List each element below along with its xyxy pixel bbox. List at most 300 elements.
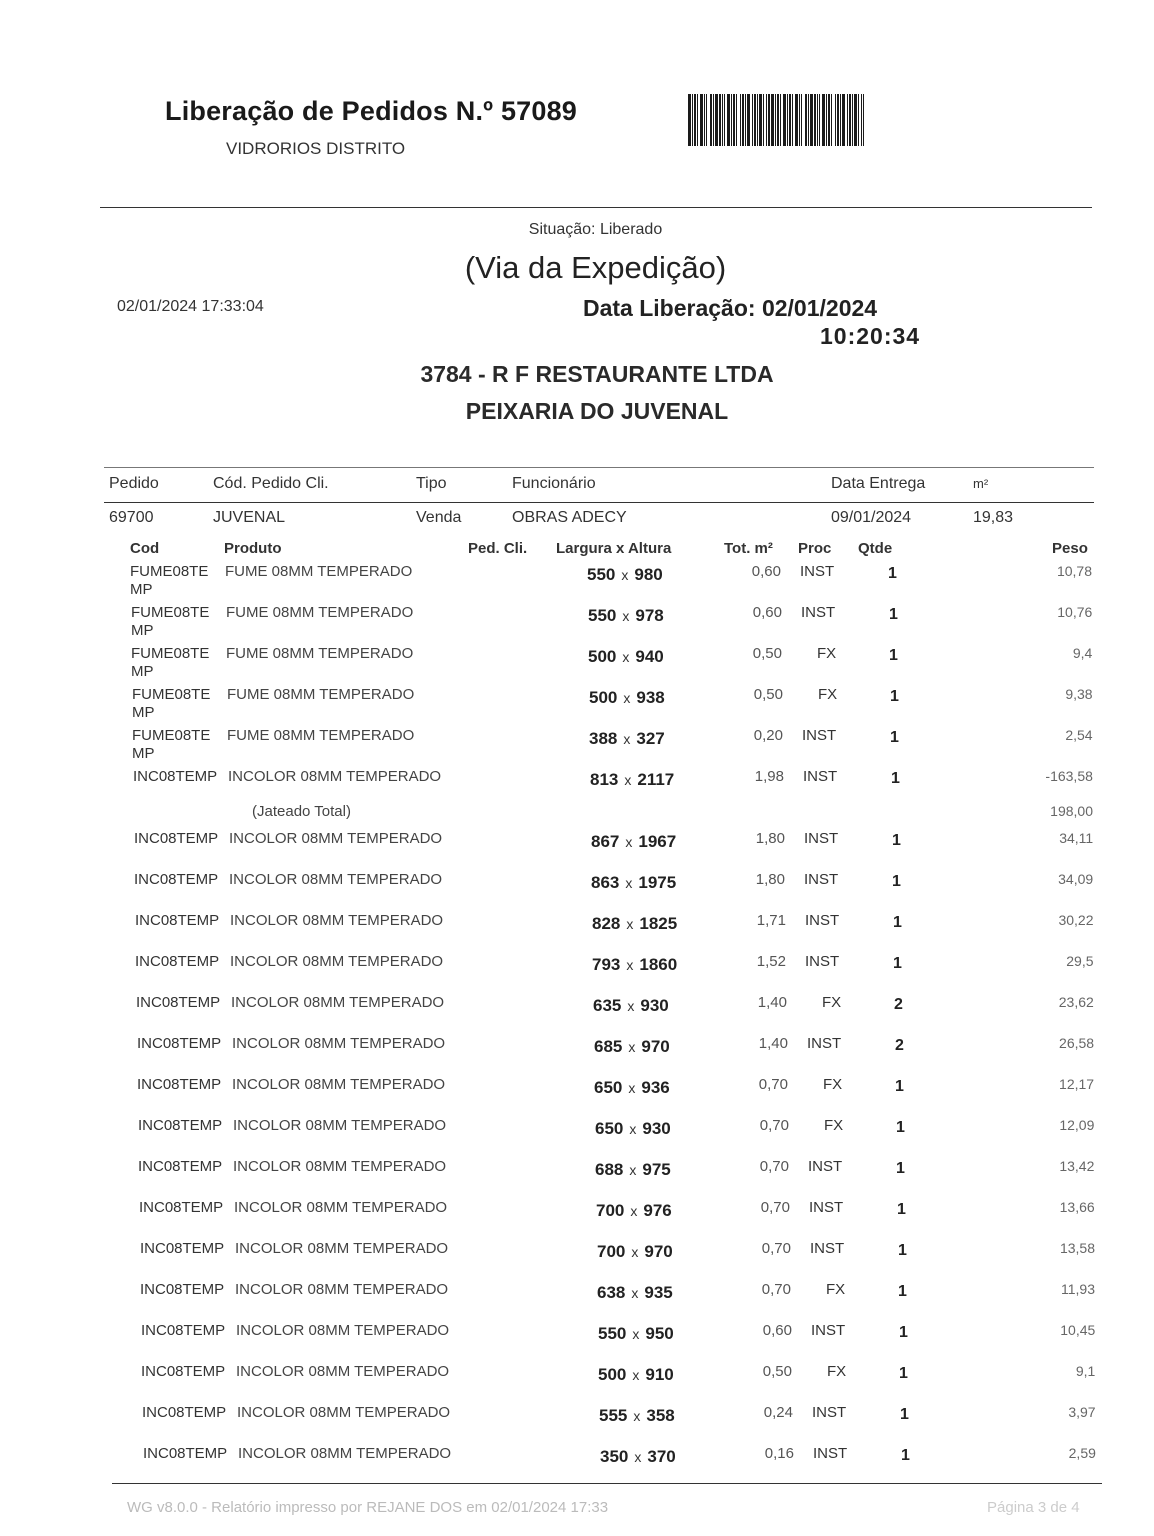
item-peso: 13,42 (1059, 1158, 1095, 1174)
footer-printed-by: WG v8.0.0 - Relatório impresso por REJANE DOS em 02/01/2024 17:33 (127, 1499, 609, 1516)
item-tot-m2: 1,98 (754, 768, 784, 785)
barcode-bar (817, 94, 818, 146)
item-largura: 500 (598, 1365, 627, 1384)
item-altura: 2117 (637, 770, 675, 789)
barcode-bar (783, 94, 786, 146)
item-proc: INST (813, 1445, 848, 1462)
item-proc: INST (801, 604, 836, 621)
item-largura: 500 (589, 688, 618, 707)
times-symbol: x (626, 957, 634, 973)
items-header-ped-cli: Ped. Cli. (468, 540, 528, 557)
item-dimensions (588, 647, 708, 667)
item-produto: INCOLOR 08MM TEMPERADO (232, 1076, 446, 1093)
item-altura: 936 (641, 1078, 670, 1097)
item-proc: FX (817, 645, 837, 662)
item-largura: 685 (594, 1037, 623, 1056)
item-tot-m2: 0,50 (762, 1363, 792, 1380)
item-altura: 976 (643, 1201, 672, 1220)
barcode-bar (757, 94, 758, 146)
item-qtde: 1 (899, 1365, 908, 1382)
item-tot-m2: 0,60 (751, 563, 781, 580)
item-proc: INST (805, 953, 840, 970)
barcode-bar (810, 94, 813, 146)
item-dimensions (594, 1078, 714, 1098)
item-largura: 688 (595, 1160, 624, 1179)
item-altura: 1825 (639, 914, 678, 933)
item-peso: 2,59 (1068, 1445, 1096, 1461)
barcode-bar (835, 94, 836, 146)
barcode-bar (704, 94, 705, 146)
barcode-bar (840, 94, 841, 146)
barcode-bar (747, 94, 750, 146)
item-produto: INCOLOR 08MM TEMPERADO (236, 1322, 450, 1339)
barcode-bar (722, 94, 723, 146)
item-produto: FUME 08MM TEMPERADO (226, 645, 414, 662)
items-header-largura-altura: Largura x Altura (556, 540, 672, 557)
barcode-bar (736, 94, 737, 146)
item-altura: 327 (636, 729, 665, 748)
page-number: Página 3 de 4 (987, 1499, 1080, 1516)
item-qtde: 1 (892, 873, 901, 890)
table-row (0, 1158, 1154, 1199)
item-peso: 3,97 (1068, 1404, 1096, 1420)
table-row (0, 1322, 1154, 1363)
order-value-data-entrega: 09/01/2024 (831, 509, 912, 526)
item-tot-m2: 0,50 (752, 645, 782, 662)
item-tot-m2: 1,52 (756, 953, 786, 970)
item-produto: INCOLOR 08MM TEMPERADO (231, 994, 445, 1011)
item-largura: 550 (598, 1324, 627, 1343)
item-note-peso: 198,00 (1050, 803, 1093, 819)
item-largura: 867 (591, 832, 620, 851)
order-value-cod-pedido-cli: JUVENAL (213, 509, 286, 526)
order-value-m2: 19,83 (973, 509, 1014, 526)
item-tot-m2: 0,70 (761, 1281, 791, 1298)
item-largura: 635 (593, 996, 622, 1015)
item-largura: 700 (597, 1242, 626, 1261)
barcode-bar (752, 94, 753, 146)
times-symbol: x (625, 834, 633, 850)
times-symbol: x (623, 731, 631, 747)
item-produto: INCOLOR 08MM TEMPERADO (233, 1117, 447, 1134)
item-tot-m2: 0,20 (753, 727, 783, 744)
report-title: Liberação de Pedidos N.º 57089 (165, 96, 578, 126)
item-qtde: 1 (890, 729, 899, 746)
item-tot-m2: 0,16 (764, 1445, 794, 1462)
item-qtde: 1 (900, 1406, 909, 1423)
item-proc: INST (810, 1240, 845, 1257)
items-header-proc: Proc (798, 540, 832, 557)
item-peso: 9,38 (1065, 686, 1093, 702)
item-proc: INST (800, 563, 835, 580)
item-cod: FUME08TEMP (132, 686, 211, 721)
item-produto: INCOLOR 08MM TEMPERADO (228, 768, 442, 785)
item-peso: 30,22 (1058, 912, 1094, 928)
times-symbol: x (625, 875, 633, 891)
item-altura: 950 (645, 1324, 674, 1343)
order-header-m2: m² (973, 476, 989, 491)
item-produto: INCOLOR 08MM TEMPERADO (235, 1281, 449, 1298)
table-row (0, 604, 1154, 645)
barcode-bar (768, 94, 770, 146)
times-symbol: x (631, 1285, 639, 1301)
item-proc: INST (812, 1404, 847, 1421)
item-peso: 11,93 (1061, 1281, 1095, 1297)
barcode-icon (688, 94, 864, 146)
times-symbol: x (632, 1326, 640, 1342)
item-cod: FUME08TEMP (131, 645, 210, 680)
release-date-value: 02/01/2024 (761, 295, 878, 321)
item-proc: INST (808, 1158, 843, 1175)
barcode-bar (822, 94, 825, 146)
item-cod: INC08TEMP (137, 1076, 222, 1093)
barcode-bar (787, 94, 788, 146)
item-proc: FX (818, 686, 838, 703)
item-tot-m2: 1,71 (756, 912, 786, 929)
barcode-bar (763, 94, 764, 146)
table-row-note (0, 803, 1154, 829)
barcode-bar (713, 94, 714, 146)
item-produto: FUME 08MM TEMPERADO (226, 604, 414, 621)
item-cod: INC08TEMP (140, 1281, 225, 1298)
times-symbol: x (631, 1244, 639, 1260)
item-cod: INC08TEMP (137, 1035, 222, 1052)
times-symbol: x (629, 1162, 637, 1178)
printed-datetime: 02/01/2024 17:33:04 (117, 298, 264, 315)
order-header-funcionario: Funcionário (512, 475, 596, 492)
client-trade-name: PEIXARIA DO JUVENAL (465, 398, 729, 424)
item-dimensions (598, 1365, 718, 1385)
item-altura: 978 (635, 606, 664, 625)
item-largura: 350 (600, 1447, 629, 1466)
items-header-produto: Produto (224, 540, 282, 557)
barcode-bar (692, 94, 693, 146)
barcode-bar (771, 94, 774, 146)
item-cod: INC08TEMP (135, 912, 220, 929)
table-row (0, 1240, 1154, 1281)
order-value-tipo: Venda (416, 509, 462, 526)
item-peso: 12,17 (1059, 1076, 1095, 1092)
table-row (0, 727, 1154, 768)
item-proc: INST (804, 871, 839, 888)
item-cod: INC08TEMP (138, 1158, 223, 1175)
item-tot-m2: 0,60 (762, 1322, 792, 1339)
item-altura: 1975 (638, 873, 677, 892)
item-dimensions (595, 1160, 715, 1180)
times-symbol: x (633, 1408, 641, 1424)
item-dimensions (595, 1119, 715, 1139)
item-proc: INST (802, 727, 837, 744)
item-largura: 638 (597, 1283, 626, 1302)
item-tot-m2: 0,70 (758, 1076, 788, 1093)
item-dimensions (587, 565, 707, 585)
item-largura: 388 (589, 729, 618, 748)
item-produto: INCOLOR 08MM TEMPERADO (230, 912, 444, 929)
times-symbol: x (632, 1367, 640, 1383)
table-row (0, 1445, 1154, 1486)
table-row (0, 953, 1154, 994)
copy-type: (Via da Expedição) (464, 250, 727, 285)
barcode-bar (847, 94, 848, 146)
item-peso: 34,11 (1059, 830, 1094, 846)
barcode-bar (828, 94, 830, 146)
item-cod: INC08TEMP (135, 953, 220, 970)
item-altura: 910 (645, 1365, 674, 1384)
barcode-bar (766, 94, 767, 146)
release-time: 10:20:34 (820, 323, 921, 349)
item-produto: INCOLOR 08MM TEMPERADO (236, 1363, 450, 1380)
item-proc: INST (803, 768, 838, 785)
item-largura: 650 (594, 1078, 623, 1097)
item-tot-m2: 1,80 (755, 871, 785, 888)
barcode-bar (819, 94, 820, 146)
barcode-bar (808, 94, 809, 146)
items-header-qtde: Qtde (858, 540, 893, 557)
times-symbol: x (622, 608, 630, 624)
item-largura: 555 (599, 1406, 628, 1425)
item-largura: 550 (588, 606, 617, 625)
item-cod: INC08TEMP (134, 830, 219, 847)
item-produto: INCOLOR 08MM TEMPERADO (234, 1199, 448, 1216)
item-proc: FX (822, 994, 842, 1011)
item-largura: 863 (591, 873, 620, 892)
item-produto: INCOLOR 08MM TEMPERADO (235, 1240, 449, 1257)
item-produto: FUME 08MM TEMPERADO (227, 686, 415, 703)
barcode-bar (745, 94, 746, 146)
item-largura: 813 (590, 770, 619, 789)
item-proc: FX (827, 1363, 847, 1380)
item-tot-m2: 0,50 (753, 686, 783, 703)
item-produto: INCOLOR 08MM TEMPERADO (229, 871, 443, 888)
item-dimensions (591, 832, 711, 852)
times-symbol: x (621, 567, 629, 583)
item-proc: FX (824, 1117, 844, 1134)
barcode-bar (775, 94, 776, 146)
item-cod: FUME08TEMP (130, 563, 209, 598)
item-tot-m2: 1,40 (757, 994, 787, 1011)
item-altura: 938 (636, 688, 665, 707)
order-header-tipo: Tipo (416, 475, 447, 492)
table-row (0, 994, 1154, 1035)
barcode-bar (837, 94, 839, 146)
item-dimensions (597, 1242, 717, 1262)
item-qtde: 1 (890, 688, 899, 705)
item-tot-m2: 0,24 (763, 1404, 793, 1421)
item-largura: 828 (592, 914, 621, 933)
table-row (0, 1281, 1154, 1322)
barcode-bar (799, 94, 800, 146)
order-header-top-line (104, 467, 1094, 468)
item-proc: INST (809, 1199, 844, 1216)
item-tot-m2: 0,70 (760, 1199, 790, 1216)
barcode-bar (727, 94, 730, 146)
order-header-cod-pedido-cli: Cód. Pedido Cli. (213, 475, 329, 492)
item-altura: 940 (635, 647, 664, 666)
table-row (0, 830, 1154, 871)
item-peso: 10,76 (1057, 604, 1093, 620)
item-peso: 29,5 (1066, 953, 1094, 969)
item-cod: FUME08TEMP (131, 604, 210, 639)
barcode-bar (805, 94, 807, 146)
table-row (0, 645, 1154, 686)
item-qtde: 1 (891, 770, 900, 787)
release-date (583, 295, 877, 322)
item-cod: INC08TEMP (134, 871, 219, 888)
item-peso: 23,62 (1058, 994, 1094, 1010)
times-symbol: x (626, 916, 634, 932)
barcode-bar (740, 94, 741, 146)
item-peso: 12,09 (1059, 1117, 1095, 1133)
item-proc: INST (811, 1322, 846, 1339)
item-proc: INST (804, 830, 839, 847)
item-cod: INC08TEMP (141, 1322, 226, 1339)
item-tot-m2: 0,60 (752, 604, 782, 621)
footer-divider (112, 1483, 1102, 1484)
item-altura: 975 (642, 1160, 671, 1179)
item-cod: INC08TEMP (136, 994, 221, 1011)
item-altura: 370 (647, 1447, 676, 1466)
times-symbol: x (630, 1203, 638, 1219)
item-largura: 650 (595, 1119, 624, 1138)
item-altura: 1967 (638, 832, 677, 851)
item-dimensions (588, 606, 708, 626)
item-proc: FX (826, 1281, 846, 1298)
barcode-bar (688, 94, 691, 146)
item-largura: 500 (588, 647, 617, 666)
item-dimensions (591, 873, 711, 893)
item-altura: 1860 (639, 955, 678, 974)
order-header-data-entrega: Data Entrega (831, 475, 926, 492)
times-symbol: x (623, 690, 631, 706)
barcode-bar (795, 94, 798, 146)
times-symbol: x (628, 1080, 636, 1096)
barcode-bar (780, 94, 781, 146)
item-qtde: 1 (893, 955, 902, 972)
item-qtde: 1 (889, 647, 898, 664)
barcode-bar (719, 94, 721, 146)
times-symbol: x (624, 772, 632, 788)
order-value-funcionario: OBRAS ADECY (512, 509, 627, 526)
item-produto: INCOLOR 08MM TEMPERADO (230, 953, 444, 970)
item-qtde: 2 (894, 996, 903, 1013)
barcode-bar (831, 94, 832, 146)
item-cod: INC08TEMP (140, 1240, 225, 1257)
table-row (0, 1404, 1154, 1445)
barcode-bar (759, 94, 762, 146)
barcode-bar (754, 94, 756, 146)
item-dimensions (593, 996, 713, 1016)
item-dimensions (600, 1447, 720, 1467)
status-text: Situação: Liberado (528, 221, 663, 238)
barcode-bar (814, 94, 816, 146)
item-tot-m2: 0,70 (761, 1240, 791, 1257)
table-row (0, 1076, 1154, 1117)
barcode-bar (842, 94, 845, 146)
barcode-bar (706, 94, 707, 146)
item-qtde: 1 (889, 606, 898, 623)
barcode-bar (777, 94, 779, 146)
barcode-bar (742, 94, 744, 146)
item-qtde: 1 (895, 1078, 904, 1095)
item-altura: 930 (642, 1119, 671, 1138)
item-peso: 26,58 (1059, 1035, 1095, 1051)
item-note: (Jateado Total) (252, 803, 351, 820)
item-produto: FUME 08MM TEMPERADO (227, 727, 415, 744)
barcode-bar (697, 94, 698, 146)
item-peso: 13,58 (1059, 1240, 1095, 1256)
item-produto: INCOLOR 08MM TEMPERADO (232, 1035, 446, 1052)
item-tot-m2: 1,40 (758, 1035, 788, 1052)
item-dimensions (590, 770, 710, 790)
item-peso: 9,1 (1075, 1363, 1096, 1379)
table-row (0, 871, 1154, 912)
item-peso: 10,78 (1056, 563, 1092, 579)
item-qtde: 1 (899, 1324, 908, 1341)
item-tot-m2: 0,70 (759, 1117, 789, 1134)
barcode-bar (789, 94, 791, 146)
item-cod: INC08TEMP (141, 1363, 226, 1380)
item-tot-m2: 1,80 (755, 830, 785, 847)
item-dimensions (599, 1406, 719, 1426)
header-divider (100, 207, 1092, 208)
item-cod: INC08TEMP (142, 1404, 227, 1421)
item-tot-m2: 0,70 (759, 1158, 789, 1175)
times-symbol: x (627, 998, 635, 1014)
table-row (0, 1117, 1154, 1158)
barcode-bar (854, 94, 857, 146)
item-altura: 935 (644, 1283, 673, 1302)
item-produto: INCOLOR 08MM TEMPERADO (237, 1404, 451, 1421)
item-peso: 10,45 (1060, 1322, 1096, 1338)
items-header-tot-m2: Tot. m² (724, 540, 773, 557)
barcode-bar (724, 94, 725, 146)
barcode-bar (710, 94, 712, 146)
item-qtde: 1 (896, 1160, 905, 1177)
item-cod: INC08TEMP (143, 1445, 228, 1462)
barcode-bar (731, 94, 732, 146)
table-row (0, 1035, 1154, 1076)
item-dimensions (598, 1324, 718, 1344)
item-peso: 9,4 (1072, 645, 1093, 661)
item-altura: 358 (646, 1406, 675, 1425)
item-qtde: 1 (898, 1242, 907, 1259)
barcode-bar (852, 94, 853, 146)
item-dimensions (592, 914, 712, 934)
barcode-bar (863, 94, 864, 146)
item-peso: 13,66 (1059, 1199, 1095, 1215)
item-proc: FX (823, 1076, 843, 1093)
item-peso: 34,09 (1058, 871, 1094, 887)
item-cod: FUME08TEMP (132, 727, 211, 762)
item-dimensions (589, 729, 709, 749)
item-largura: 793 (592, 955, 621, 974)
item-dimensions (596, 1201, 716, 1221)
item-qtde: 1 (892, 832, 901, 849)
item-qtde: 1 (897, 1201, 906, 1218)
item-largura: 550 (587, 565, 616, 584)
barcode-bar (849, 94, 851, 146)
order-header-bottom-line (104, 502, 1094, 503)
item-peso: 2,54 (1065, 727, 1093, 743)
item-cod: INC08TEMP (133, 768, 218, 785)
times-symbol: x (622, 649, 630, 665)
items-header-peso: Peso (1052, 540, 1088, 557)
company-name: VIDRORIOS DISTRITO (226, 139, 406, 158)
item-produto: INCOLOR 08MM TEMPERADO (238, 1445, 452, 1462)
table-row (0, 686, 1154, 727)
table-row (0, 563, 1154, 604)
item-altura: 970 (644, 1242, 673, 1261)
